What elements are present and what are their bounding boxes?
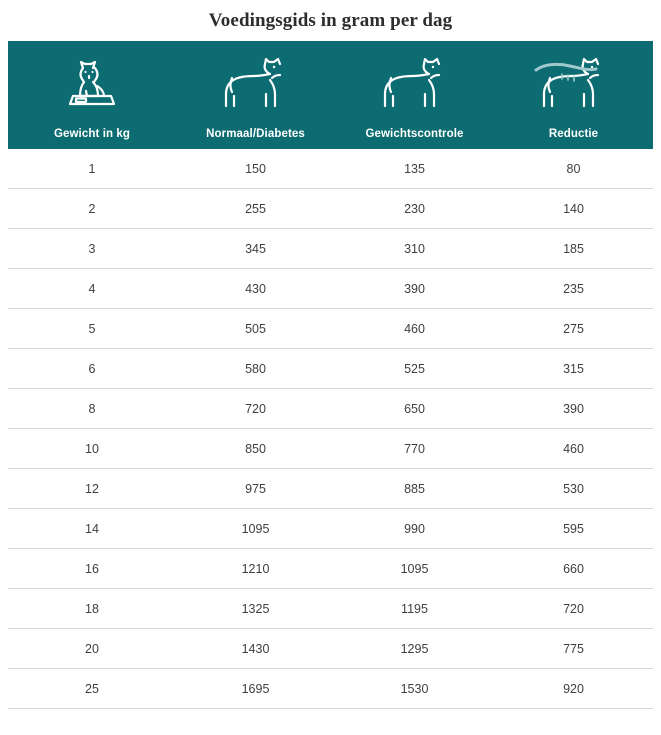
cell-gewichtscontrole: 885	[335, 469, 494, 509]
cell-normaal: 1430	[176, 629, 335, 669]
cell-reductie: 275	[494, 309, 653, 349]
cell-reductie: 460	[494, 429, 653, 469]
column-header-weight	[8, 41, 176, 149]
cell-weight: 8	[8, 389, 176, 429]
cell-gewichtscontrole: 390	[335, 269, 494, 309]
table-row	[8, 629, 653, 669]
table-row	[8, 669, 653, 709]
cell-weight: 25	[8, 669, 176, 709]
column-header-gewichtscontrole	[335, 41, 494, 149]
cell-reductie: 775	[494, 629, 653, 669]
cell-weight: 20	[8, 629, 176, 669]
cell-reductie: 80	[494, 149, 653, 189]
table-row	[8, 149, 653, 189]
cell-normaal: 150	[176, 149, 335, 189]
cell-reductie: 315	[494, 349, 653, 389]
column-header-label: Reductie	[548, 128, 599, 140]
table-row	[8, 269, 653, 309]
dog-outline-icon	[176, 41, 335, 128]
cell-reductie: 660	[494, 549, 653, 589]
table-row	[8, 389, 653, 429]
cell-weight: 5	[8, 309, 176, 349]
cell-reductie: 235	[494, 269, 653, 309]
page-title: Voedingsgids in gram per dag	[208, 10, 453, 31]
cell-weight: 2	[8, 189, 176, 229]
column-header-label: Gewicht in kg	[53, 128, 131, 140]
cell-gewichtscontrole: 1530	[335, 669, 494, 709]
cell-normaal: 345	[176, 229, 335, 269]
table-row	[8, 429, 653, 469]
cell-normaal: 580	[176, 349, 335, 389]
cell-normaal: 1095	[176, 509, 335, 549]
cell-weight: 18	[8, 589, 176, 629]
cell-gewichtscontrole: 230	[335, 189, 494, 229]
cell-weight: 1	[8, 149, 176, 189]
cell-normaal: 1210	[176, 549, 335, 589]
cell-gewichtscontrole: 770	[335, 429, 494, 469]
cell-weight: 12	[8, 469, 176, 509]
cell-gewichtscontrole: 135	[335, 149, 494, 189]
cell-gewichtscontrole: 310	[335, 229, 494, 269]
cell-gewichtscontrole: 525	[335, 349, 494, 389]
cell-normaal: 255	[176, 189, 335, 229]
cell-normaal: 430	[176, 269, 335, 309]
cell-normaal: 505	[176, 309, 335, 349]
cell-reductie: 920	[494, 669, 653, 709]
feeding-guide-table	[8, 41, 653, 709]
table-row	[8, 509, 653, 549]
cell-reductie: 530	[494, 469, 653, 509]
dog-outline-measuring-tape-icon	[494, 41, 653, 128]
table-row	[8, 229, 653, 269]
cell-normaal: 720	[176, 389, 335, 429]
cell-weight: 3	[8, 229, 176, 269]
cell-gewichtscontrole: 1195	[335, 589, 494, 629]
table-row	[8, 349, 653, 389]
cell-gewichtscontrole: 990	[335, 509, 494, 549]
column-header-label: Normaal/Diabetes	[206, 128, 305, 140]
cell-normaal: 850	[176, 429, 335, 469]
cell-reductie: 390	[494, 389, 653, 429]
cell-normaal: 1695	[176, 669, 335, 709]
dog-outline-icon	[335, 41, 494, 128]
column-header-normaal-diabetes	[176, 41, 335, 149]
table-row	[8, 309, 653, 349]
table-body	[8, 149, 653, 709]
table-row	[8, 469, 653, 509]
cell-gewichtscontrole: 1095	[335, 549, 494, 589]
column-header-reductie	[494, 41, 653, 149]
cell-gewichtscontrole: 460	[335, 309, 494, 349]
column-header-label: Gewichtscontrole	[365, 128, 464, 140]
cell-gewichtscontrole: 1295	[335, 629, 494, 669]
cell-normaal: 1325	[176, 589, 335, 629]
table-row	[8, 589, 653, 629]
table-header	[8, 41, 653, 149]
cell-weight: 14	[8, 509, 176, 549]
table-row	[8, 549, 653, 589]
cell-weight: 10	[8, 429, 176, 469]
table-header-row	[8, 41, 653, 149]
dog-on-scale-icon	[8, 41, 176, 128]
table-row	[8, 189, 653, 229]
cell-reductie: 185	[494, 229, 653, 269]
cell-reductie: 720	[494, 589, 653, 629]
cell-weight: 6	[8, 349, 176, 389]
cell-weight: 16	[8, 549, 176, 589]
cell-weight: 4	[8, 269, 176, 309]
cell-gewichtscontrole: 650	[335, 389, 494, 429]
cell-reductie: 140	[494, 189, 653, 229]
cell-normaal: 975	[176, 469, 335, 509]
cell-reductie: 595	[494, 509, 653, 549]
